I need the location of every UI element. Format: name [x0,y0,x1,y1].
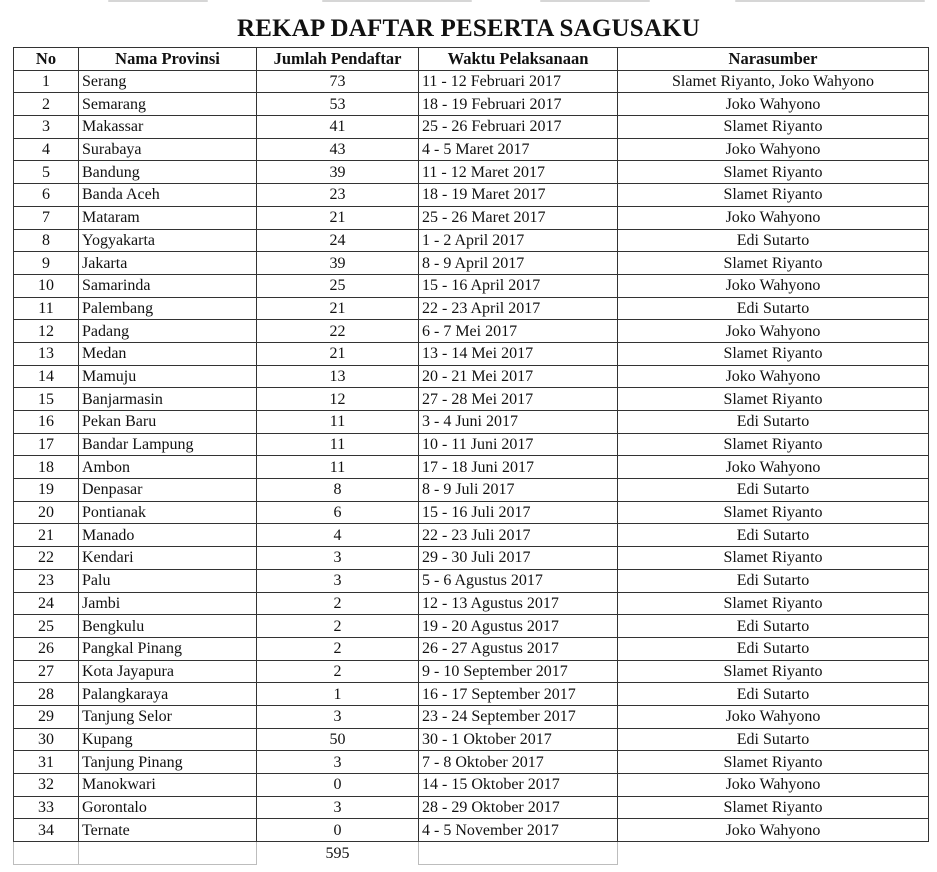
cell-no: 27 [14,660,79,683]
table-row [14,70,929,93]
cell-no: 6 [14,184,79,207]
cell-province: Samarinda [79,274,257,297]
cell-province: Tanjung Selor [79,705,257,728]
page-title: REKAP DAFTAR PESERTA SAGUSAKU [236,15,701,42]
cell-count: 39 [257,252,419,275]
cell-count: 12 [257,388,419,411]
cell-count: 2 [257,592,419,615]
cell-province: Manokwari [79,774,257,797]
cell-speaker: Slamet Riyanto [618,660,929,683]
cell-time: 17 - 18 Juni 2017 [419,456,618,479]
cell-count: 11 [257,411,419,434]
cell-province: Yogyakarta [79,229,257,252]
table-row [14,615,929,638]
cell-no: 7 [14,206,79,229]
table-row [14,456,929,479]
cell-count: 53 [257,93,419,116]
cell-time: 11 - 12 Februari 2017 [419,70,618,93]
table-row [14,705,929,728]
cell-count: 43 [257,138,419,161]
cell-speaker: Edi Sutarto [618,683,929,706]
cell-count: 11 [257,456,419,479]
table-row [14,683,929,706]
cell-speaker: Joko Wahyono [618,365,929,388]
cell-speaker: Slamet Riyanto [618,592,929,615]
cell-time: 20 - 21 Mei 2017 [419,365,618,388]
cell-no: 15 [14,388,79,411]
table-row [14,320,929,343]
cell-speaker: Joko Wahyono [618,819,929,842]
cell-time: 22 - 23 Juli 2017 [419,524,618,547]
cell-province: Bandung [79,161,257,184]
cell-time: 28 - 29 Oktober 2017 [419,796,618,819]
header-speaker: Narasumber [618,48,929,71]
cell-no: 12 [14,320,79,343]
cell-time: 25 - 26 Maret 2017 [419,206,618,229]
cell-count: 6 [257,501,419,524]
participant-table [13,47,929,865]
cell-no: 30 [14,728,79,751]
cell-time: 9 - 10 September 2017 [419,660,618,683]
cell-speaker: Slamet Riyanto [618,433,929,456]
cell-speaker: Edi Sutarto [618,569,929,592]
cell-count: 73 [257,70,419,93]
cell-count: 21 [257,342,419,365]
cell-no: 2 [14,93,79,116]
cell-time: 18 - 19 Maret 2017 [419,184,618,207]
cell-province: Ternate [79,819,257,842]
total-count: 595 [257,842,419,865]
table-row [14,637,929,660]
cell-province: Manado [79,524,257,547]
cell-province: Medan [79,342,257,365]
cell-time: 5 - 6 Agustus 2017 [419,569,618,592]
table-row [14,229,929,252]
cell-count: 21 [257,206,419,229]
cell-speaker: Joko Wahyono [618,320,929,343]
cell-no: 13 [14,342,79,365]
cell-count: 1 [257,683,419,706]
cell-province: Palangkaraya [79,683,257,706]
cell-time: 15 - 16 Juli 2017 [419,501,618,524]
cell-count: 41 [257,116,419,139]
cell-province: Serang [79,70,257,93]
cell-count: 2 [257,615,419,638]
cell-no: 4 [14,138,79,161]
cell-count: 2 [257,637,419,660]
table-header-row [14,48,929,71]
cell-province: Kendari [79,547,257,570]
table-row [14,161,929,184]
cell-time: 8 - 9 April 2017 [419,252,618,275]
total-speaker-cell [618,842,929,865]
cell-no: 33 [14,796,79,819]
cell-no: 29 [14,705,79,728]
cell-no: 16 [14,411,79,434]
cell-province: Mamuju [79,365,257,388]
table-row [14,660,929,683]
cell-time: 23 - 24 September 2017 [419,705,618,728]
cell-speaker: Slamet Riyanto [618,547,929,570]
cell-time: 27 - 28 Mei 2017 [419,388,618,411]
cell-count: 39 [257,161,419,184]
total-row [14,842,929,865]
cell-no: 26 [14,637,79,660]
cell-province: Denpasar [79,479,257,502]
cell-time: 18 - 19 Februari 2017 [419,93,618,116]
cell-speaker: Edi Sutarto [618,637,929,660]
header-time: Waktu Pelaksanaan [419,48,618,71]
cell-no: 31 [14,751,79,774]
cell-count: 3 [257,547,419,570]
table-row [14,274,929,297]
header-province: Nama Provinsi [79,48,257,71]
table-row [14,297,929,320]
cell-province: Jambi [79,592,257,615]
cell-count: 2 [257,660,419,683]
table-row [14,479,929,502]
cell-count: 8 [257,479,419,502]
table-row [14,116,929,139]
cell-speaker: Joko Wahyono [618,705,929,728]
cell-province: Semarang [79,93,257,116]
cell-province: Jakarta [79,252,257,275]
table-row [14,501,929,524]
cell-speaker: Slamet Riyanto [618,161,929,184]
cell-time: 19 - 20 Agustus 2017 [419,615,618,638]
cell-count: 13 [257,365,419,388]
table-row [14,728,929,751]
table-row [14,342,929,365]
cell-time: 7 - 8 Oktober 2017 [419,751,618,774]
cell-speaker: Edi Sutarto [618,297,929,320]
cell-time: 6 - 7 Mei 2017 [419,320,618,343]
cell-province: Makassar [79,116,257,139]
cell-speaker: Slamet Riyanto [618,388,929,411]
cell-no: 5 [14,161,79,184]
cell-no: 17 [14,433,79,456]
cell-time: 3 - 4 Juni 2017 [419,411,618,434]
cell-time: 12 - 13 Agustus 2017 [419,592,618,615]
cell-speaker: Edi Sutarto [618,728,929,751]
header-count: Jumlah Pendaftar [257,48,419,71]
cell-province: Padang [79,320,257,343]
cell-time: 22 - 23 April 2017 [419,297,618,320]
cell-province: Bandar Lampung [79,433,257,456]
cell-count: 11 [257,433,419,456]
cell-speaker: Edi Sutarto [618,479,929,502]
header-no: No [14,48,79,71]
cell-speaker: Joko Wahyono [618,774,929,797]
cell-count: 3 [257,751,419,774]
cell-count: 3 [257,705,419,728]
table-row [14,365,929,388]
cell-no: 24 [14,592,79,615]
table-row [14,388,929,411]
cell-time: 4 - 5 November 2017 [419,819,618,842]
cell-province: Bengkulu [79,615,257,638]
cell-province: Ambon [79,456,257,479]
cell-province: Palembang [79,297,257,320]
total-province-cell [79,842,257,865]
cell-province: Banjarmasin [79,388,257,411]
cell-no: 1 [14,70,79,93]
cell-count: 22 [257,320,419,343]
cell-time: 4 - 5 Maret 2017 [419,138,618,161]
cell-time: 13 - 14 Mei 2017 [419,342,618,365]
cell-no: 21 [14,524,79,547]
table-row [14,206,929,229]
cell-province: Pontianak [79,501,257,524]
table-row [14,774,929,797]
cell-speaker: Slamet Riyanto [618,184,929,207]
cell-no: 3 [14,116,79,139]
cell-province: Gorontalo [79,796,257,819]
table-row [14,411,929,434]
cell-speaker: Joko Wahyono [618,93,929,116]
cell-count: 3 [257,569,419,592]
cell-speaker: Edi Sutarto [618,411,929,434]
table-row [14,524,929,547]
cell-time: 25 - 26 Februari 2017 [419,116,618,139]
table-row [14,547,929,570]
cell-province: Tanjung Pinang [79,751,257,774]
cell-no: 25 [14,615,79,638]
cell-speaker: Joko Wahyono [618,274,929,297]
table-body [14,70,929,841]
cell-count: 3 [257,796,419,819]
cell-no: 10 [14,274,79,297]
cell-no: 34 [14,819,79,842]
cell-no: 28 [14,683,79,706]
cell-time: 10 - 11 Juni 2017 [419,433,618,456]
cell-speaker: Slamet Riyanto [618,252,929,275]
cell-province: Palu [79,569,257,592]
cell-count: 0 [257,819,419,842]
table-row [14,138,929,161]
table-row [14,751,929,774]
cell-count: 0 [257,774,419,797]
table-row [14,796,929,819]
table-row [14,252,929,275]
cell-no: 9 [14,252,79,275]
table-row [14,592,929,615]
total-no-cell [14,842,79,865]
cell-time: 1 - 2 April 2017 [419,229,618,252]
cell-count: 4 [257,524,419,547]
cell-no: 20 [14,501,79,524]
top-edge-strips [0,0,937,4]
cell-no: 32 [14,774,79,797]
cell-count: 25 [257,274,419,297]
cell-time: 16 - 17 September 2017 [419,683,618,706]
cell-time: 30 - 1 Oktober 2017 [419,728,618,751]
cell-no: 11 [14,297,79,320]
cell-speaker: Edi Sutarto [618,524,929,547]
cell-time: 29 - 30 Juli 2017 [419,547,618,570]
cell-no: 18 [14,456,79,479]
cell-no: 19 [14,479,79,502]
cell-speaker: Joko Wahyono [618,206,929,229]
cell-speaker: Slamet Riyanto [618,796,929,819]
cell-speaker: Joko Wahyono [618,138,929,161]
cell-province: Pangkal Pinang [79,637,257,660]
cell-count: 50 [257,728,419,751]
table-row [14,93,929,116]
cell-speaker: Slamet Riyanto, Joko Wahyono [618,70,929,93]
cell-speaker: Edi Sutarto [618,229,929,252]
table-row [14,184,929,207]
cell-speaker: Slamet Riyanto [618,116,929,139]
cell-speaker: Joko Wahyono [618,456,929,479]
cell-time: 26 - 27 Agustus 2017 [419,637,618,660]
cell-no: 14 [14,365,79,388]
cell-count: 23 [257,184,419,207]
cell-province: Pekan Baru [79,411,257,434]
table-row [14,433,929,456]
cell-no: 23 [14,569,79,592]
cell-speaker: Slamet Riyanto [618,501,929,524]
cell-time: 8 - 9 Juli 2017 [419,479,618,502]
cell-province: Surabaya [79,138,257,161]
cell-speaker: Slamet Riyanto [618,342,929,365]
cell-province: Kota Jayapura [79,660,257,683]
cell-speaker: Edi Sutarto [618,615,929,638]
cell-province: Kupang [79,728,257,751]
cell-province: Banda Aceh [79,184,257,207]
cell-time: 11 - 12 Maret 2017 [419,161,618,184]
table-row [14,819,929,842]
cell-province: Mataram [79,206,257,229]
cell-no: 22 [14,547,79,570]
cell-time: 14 - 15 Oktober 2017 [419,774,618,797]
cell-count: 21 [257,297,419,320]
cell-speaker: Slamet Riyanto [618,751,929,774]
cell-time: 15 - 16 April 2017 [419,274,618,297]
total-time-cell [419,842,618,865]
cell-count: 24 [257,229,419,252]
table-row [14,569,929,592]
cell-no: 8 [14,229,79,252]
